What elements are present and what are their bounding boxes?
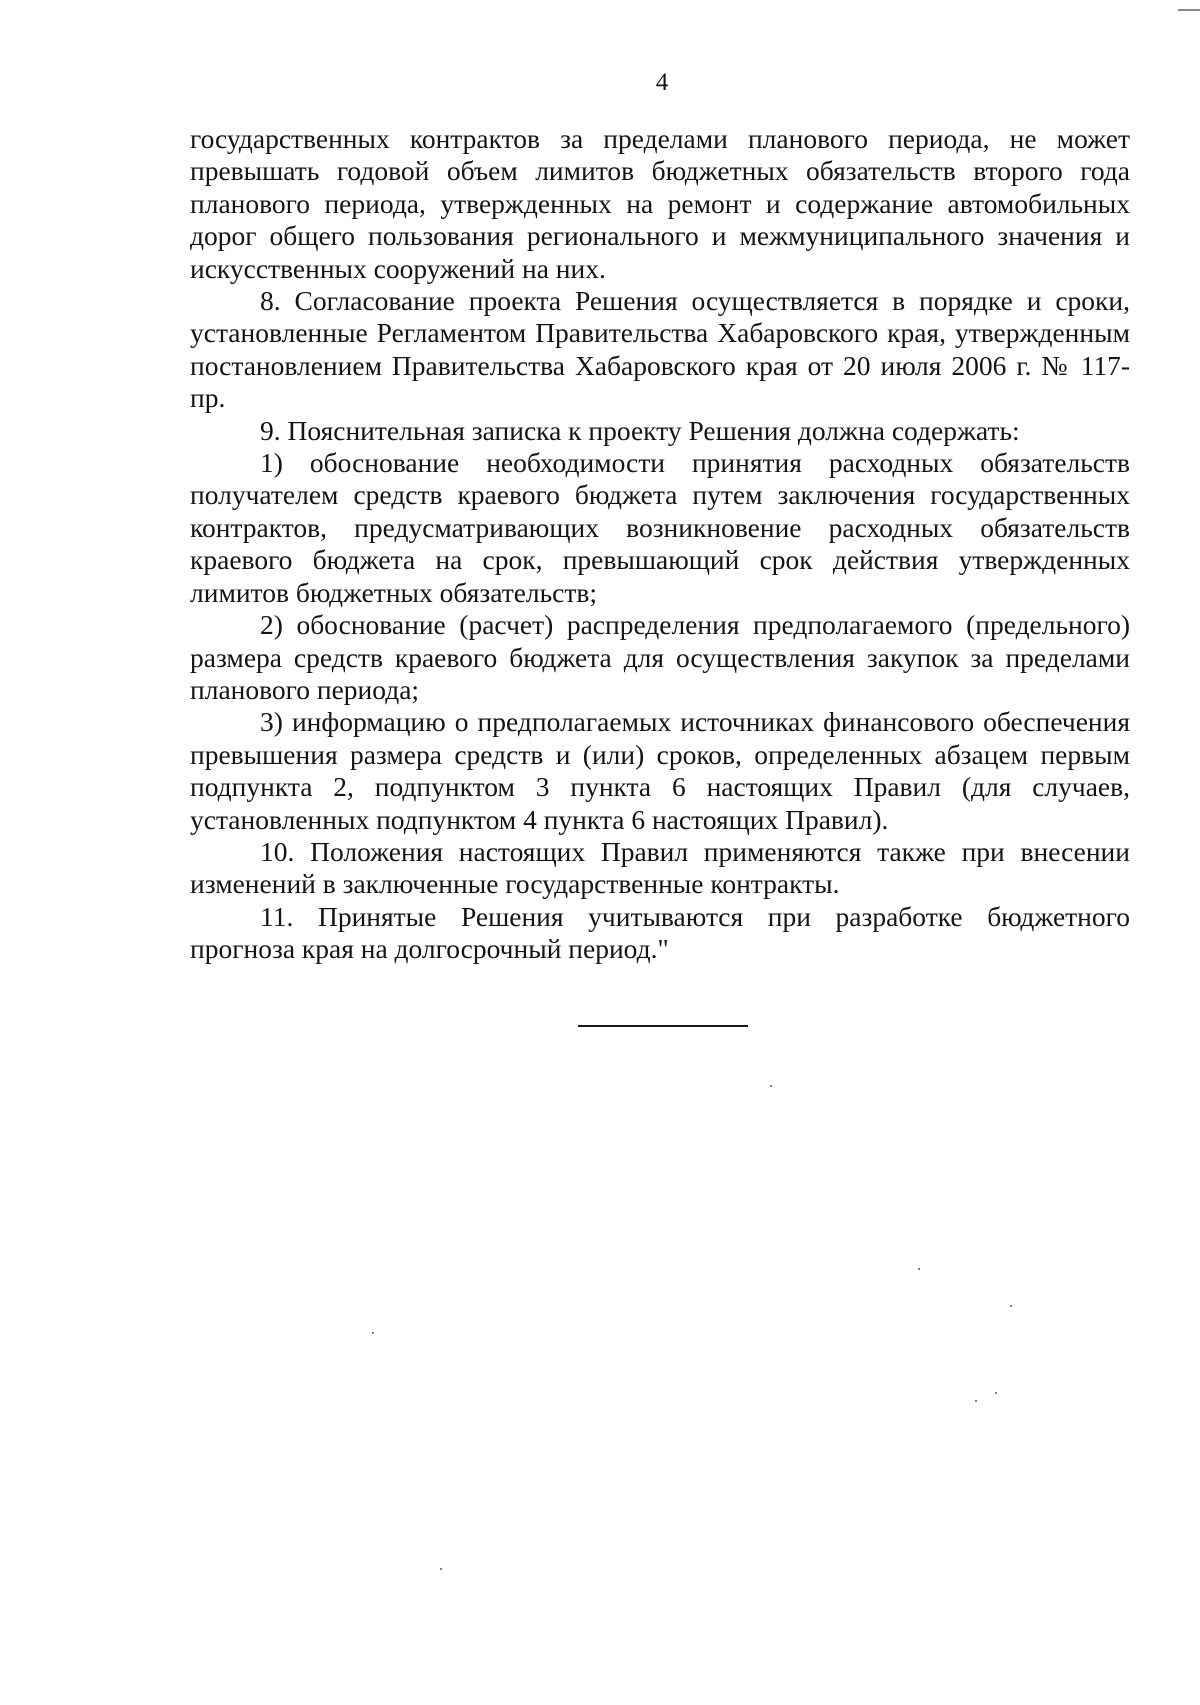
scan-edge-mark — [1178, 9, 1200, 11]
scan-speck — [995, 1392, 997, 1394]
scan-speck — [770, 1085, 772, 1087]
document-body — [190, 123, 1130, 966]
scan-speck — [918, 1268, 920, 1270]
paragraph-10: 10. Положения настоящих Правил применяются также при внесении изменений в заключенные государственные контракты. — [190, 835, 1130, 900]
paragraph-11: 11. Принятые Решения учитываются при разработке бюджетного прогноза края на долгосрочный период." — [190, 900, 1130, 965]
scan-speck — [975, 1400, 977, 1402]
paragraph-9-item-1: 1) обоснование необходимости принятия расходных обязательств получателем средств краевого бюджета путем заключения государственных контрактов, предусматривающих возникновение расходных обязательств краевого бюджета на срок, превышающий срок действия утвержденных лимитов бюджетных обязательств; — [190, 447, 1130, 608]
page-number — [62, 68, 1200, 98]
paragraph-9-item-2: 2) обоснование (расчет) распределения предполагаемого (предельного) размера средств краевого бюджета для осуществления закупок за пределами планового периода; — [190, 609, 1130, 705]
paragraph-continuation: государственных контрактов за пределами планового периода, не может превышать годовой объем лимитов бюджетных обязательств второго года планового периода, утвержденных на ремонт и содержание автомобильных дорог общего пользования регионального и межмуниципального значения и искусственных сооружений на них. — [190, 123, 1130, 284]
paragraph-9-item-3: 3) информацию о предполагаемых источниках финансового обеспечения превышения размера средств и (или) сроков, определенных абзацем первым подпункта 2, подпунктом 3 пункта 6 настоящих Правил (для случаев, установленных подпунктом 4 пункта 6 настоящих Правил). — [190, 706, 1130, 835]
scan-speck — [1010, 1305, 1012, 1307]
scan-speck — [372, 1332, 374, 1334]
paragraph-9: 9. Пояснительная записка к проекту Решения должна содержать: — [260, 414, 1020, 446]
scan-speck — [440, 1568, 442, 1570]
page-number-text: 4 — [655, 69, 669, 96]
end-separator-line — [578, 1025, 748, 1027]
paragraph-8: 8. Согласование проекта Решения осуществляется в порядке и сроки, установленные Регламентом Правительства Хабаровского края, утвержденным постановлением Правительства Хабаровского края от 20 июля 2006 г. № 117-пр. — [190, 285, 1130, 414]
